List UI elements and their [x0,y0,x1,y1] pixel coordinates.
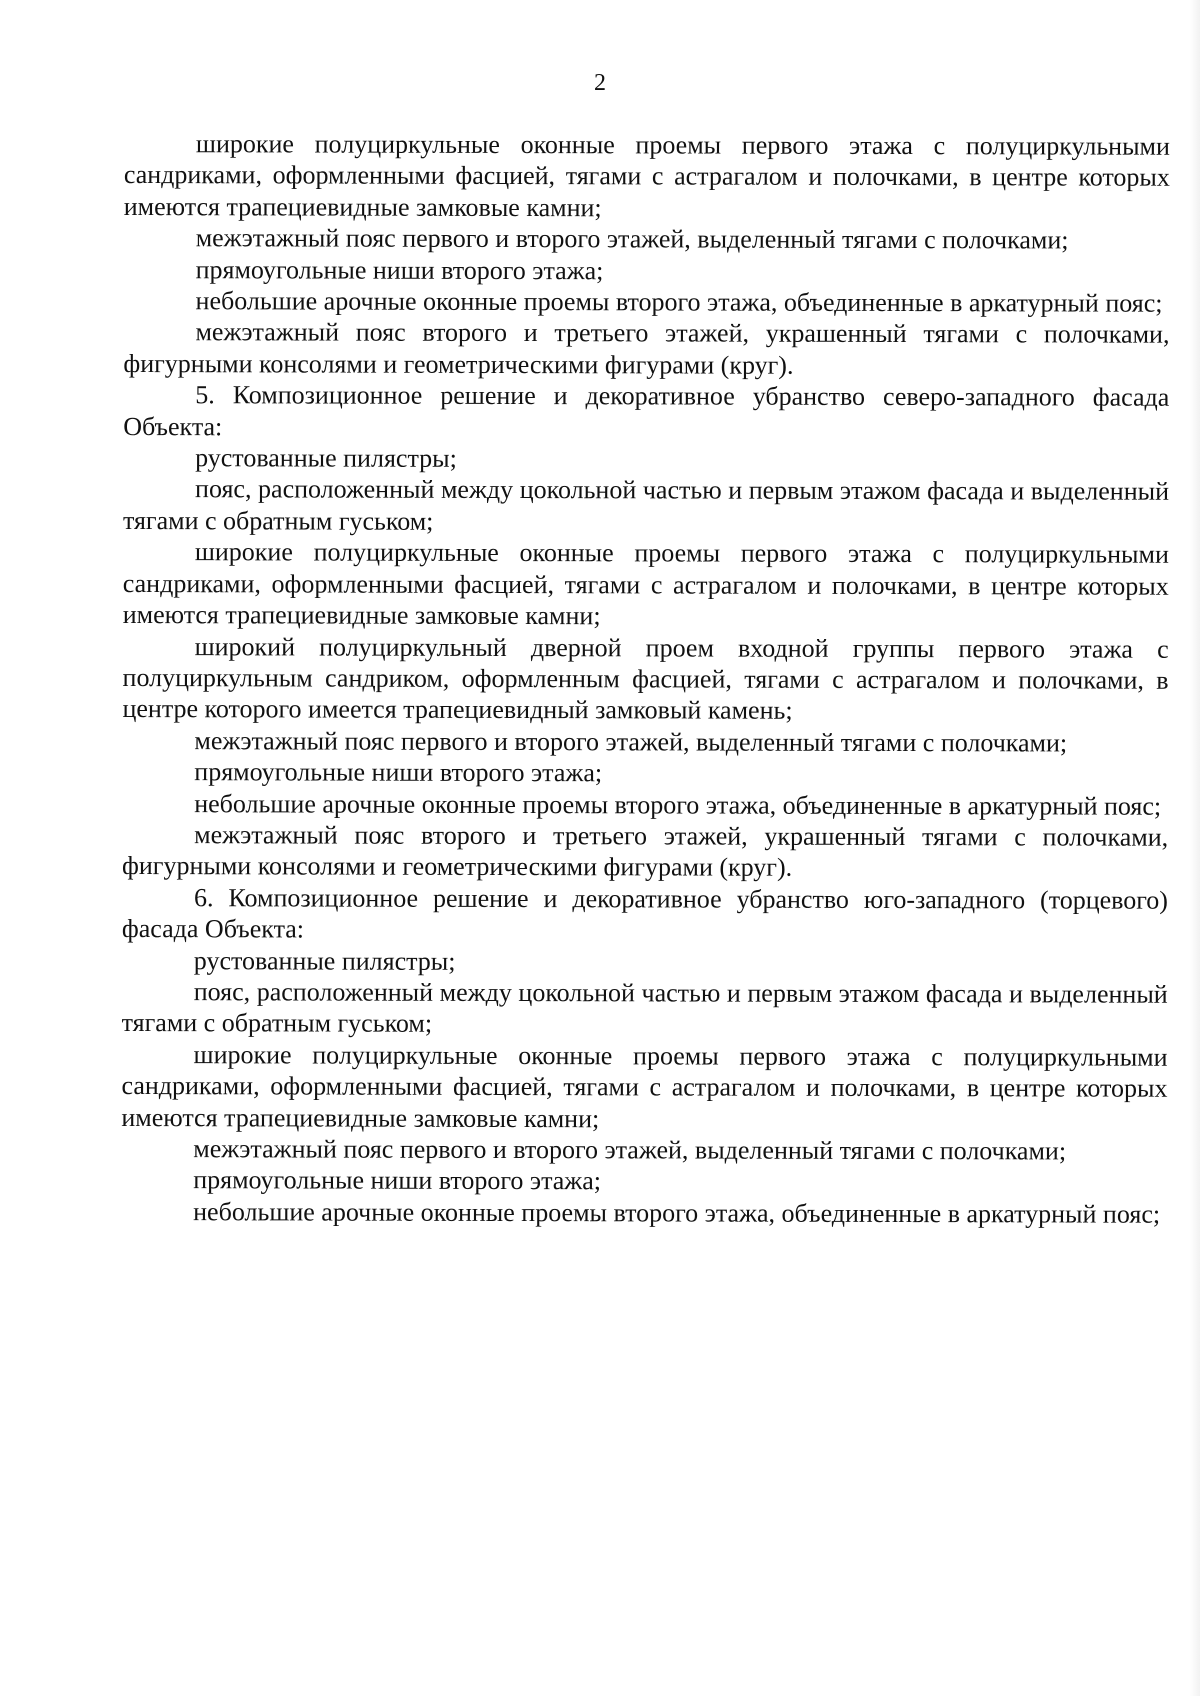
paragraph: широкие полуциркульные оконные проемы первого этажа с полуциркульными сандриками, оформленными фасцией, тягами с астрагалом и полочками, в центре которых имеются трапециевидные замковые камни; [121,1039,1168,1133]
scan-artifact [942,0,1172,6]
paragraph: рустованные пилястры; [195,443,457,473]
paragraph: широкие полуциркульные оконные проемы первого этажа с полуциркульными сандриками, оформленными фасцией, тягами с астрагалом и полочками, в центре которых имеются трапециевидные замковые камни; [122,537,1169,631]
paragraph: прямоугольные ниши второго этажа; [193,1165,602,1196]
document-body [121,128,1170,1230]
paragraph: прямоугольные ниши второго этажа; [195,254,604,285]
paragraph: рустованные пилястры; [193,945,456,976]
paragraph: широкий полуциркульный дверной проем входной группы первого этажа с полуциркульным сандриком, оформленным фасцией, тягами с астрагалом и полочками, в центре которого имеется трапециевидный замковый камень; [122,631,1169,726]
paragraph: пояс, расположенный между цокольной частью и первым этажом фасада и выделенный тягами с обратным гуськом; [122,474,1170,536]
section-heading-5: 5. Композиционное решение и декоративное убранство северо-западного фасада Объекта: [123,380,1170,441]
paragraph: межэтажный пояс второго и третьего этажей, украшенный тягами с полочками, фигурными консолями и геометрическими фигурами (круг). [123,317,1170,380]
page-edge-shadow [1190,0,1200,1696]
page-number: 2 [594,70,606,96]
paragraph: небольшие арочные оконные проемы второго этажа, объединенные в аркатурный пояс; [193,1196,1161,1229]
paragraph: небольшие арочные оконные проемы второго этажа, объединенные в аркатурный пояс; [195,286,1163,318]
paragraph: небольшие арочные оконные проемы второго этажа, объединенные в аркатурный пояс; [194,788,1162,821]
paragraph: межэтажный пояс первого и второго этажей, выделенный тягами с полочками; [193,1134,1067,1166]
paragraph: межэтажный пояс второго и третьего этажей, украшенный тягами с полочками, фигурными консолями и геометрическими фигурами (круг). [122,820,1169,883]
paragraph: пояс, расположенный между цокольной частью и первым этажом фасада и выделенный тягами с обратным гуськом; [121,977,1168,1039]
paragraph: прямоугольные ниши второго этажа; [194,757,603,788]
paragraph: широкие полуциркульные оконные проемы первого этажа с полуциркульными сандриками, оформленными фасцией, тягами с астрагалом и полочками, в центре которых имеются трапециевидные замковые камни; [123,129,1170,223]
paragraph: межэтажный пояс первого и второго этажей, выделенный тягами с полочками; [194,725,1068,758]
section-heading-6: 6. Композиционное решение и декоративное убранство юго-западного (торцевого) фасада Объекта: [121,882,1169,944]
paragraph: межэтажный пояс первого и второго этажей, выделенный тягами с полочками; [195,223,1069,255]
